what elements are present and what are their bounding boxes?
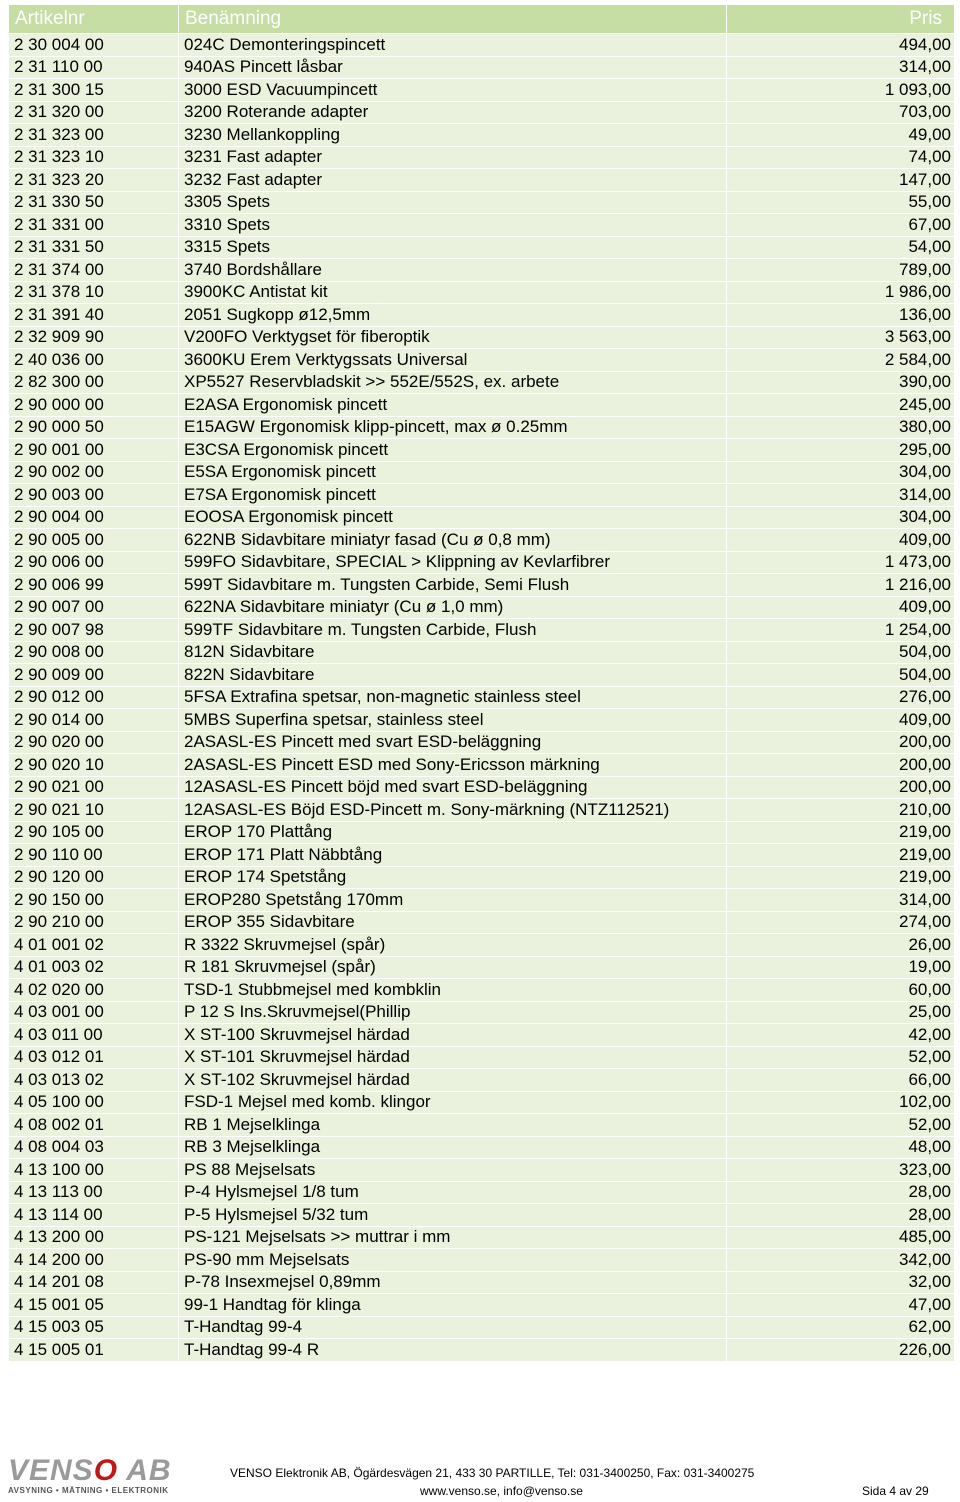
table-row: [9, 731, 955, 754]
column-header-pris: Pris: [727, 5, 955, 34]
cell-pris: 48,00: [727, 1136, 955, 1159]
table-row: [9, 1204, 955, 1227]
cell-artikelnr: 2 90 000 50: [9, 416, 179, 439]
cell-artikelnr: 2 90 007 00: [9, 596, 179, 619]
cell-pris: 1 986,00: [727, 281, 955, 304]
cell-pris: 54,00: [727, 236, 955, 259]
cell-pris: 219,00: [727, 821, 955, 844]
table-row: [9, 1339, 955, 1362]
cell-benamning: 822N Sidavbitare: [179, 664, 727, 687]
cell-pris: 274,00: [727, 911, 955, 934]
cell-artikelnr: 2 31 323 20: [9, 169, 179, 192]
cell-artikelnr: 4 14 200 00: [9, 1249, 179, 1272]
cell-pris: 314,00: [727, 484, 955, 507]
table-row: [9, 349, 955, 372]
cell-benamning: T-Handtag 99-4: [179, 1316, 727, 1339]
cell-pris: 219,00: [727, 844, 955, 867]
cell-artikelnr: 2 32 909 90: [9, 326, 179, 349]
cell-benamning: 3315 Spets: [179, 236, 727, 259]
cell-benamning: 3600KU Erem Verktygssats Universal: [179, 349, 727, 372]
table-row: [9, 641, 955, 664]
table-row: [9, 169, 955, 192]
cell-benamning: TSD-1 Stubbmejsel med kombklin: [179, 979, 727, 1002]
cell-pris: 55,00: [727, 191, 955, 214]
cell-artikelnr: 2 90 005 00: [9, 529, 179, 552]
cell-pris: 390,00: [727, 371, 955, 394]
cell-benamning: X ST-101 Skruvmejsel härdad: [179, 1046, 727, 1069]
cell-artikelnr: 2 90 000 00: [9, 394, 179, 417]
cell-artikelnr: 4 02 020 00: [9, 979, 179, 1002]
cell-pris: 342,00: [727, 1249, 955, 1272]
cell-artikelnr: 4 14 201 08: [9, 1271, 179, 1294]
cell-artikelnr: 2 90 006 00: [9, 551, 179, 574]
cell-benamning: EROP 170 Plattång: [179, 821, 727, 844]
cell-artikelnr: 2 31 378 10: [9, 281, 179, 304]
table-row: [9, 1069, 955, 1092]
cell-benamning: EOOSA Ergonomisk pincett: [179, 506, 727, 529]
cell-pris: 304,00: [727, 506, 955, 529]
cell-benamning: P-78 Insexmejsel 0,89mm: [179, 1271, 727, 1294]
cell-benamning: E3CSA Ergonomisk pincett: [179, 439, 727, 462]
table-row: [9, 1024, 955, 1047]
column-header-benamning: Benämning: [179, 5, 727, 34]
cell-artikelnr: 2 90 120 00: [9, 866, 179, 889]
table-row: [9, 551, 955, 574]
cell-benamning: P 12 S Ins.Skruvmejsel(Phillip: [179, 1001, 727, 1024]
table-row: [9, 79, 955, 102]
table-row: [9, 259, 955, 282]
cell-pris: 62,00: [727, 1316, 955, 1339]
cell-artikelnr: 2 31 323 10: [9, 146, 179, 169]
cell-artikelnr: 4 13 114 00: [9, 1204, 179, 1227]
table-row: [9, 596, 955, 619]
cell-pris: 25,00: [727, 1001, 955, 1024]
cell-artikelnr: 2 90 006 99: [9, 574, 179, 597]
cell-benamning: 622NA Sidavbitare miniatyr (Cu ø 1,0 mm): [179, 596, 727, 619]
cell-benamning: EROP280 Spetstång 170mm: [179, 889, 727, 912]
cell-benamning: 812N Sidavbitare: [179, 641, 727, 664]
cell-pris: 1 473,00: [727, 551, 955, 574]
table-row: [9, 574, 955, 597]
cell-artikelnr: 2 90 001 00: [9, 439, 179, 462]
table-row: [9, 214, 955, 237]
table-row: [9, 1046, 955, 1069]
table-row: [9, 844, 955, 867]
table-row: [9, 416, 955, 439]
cell-artikelnr: 4 15 001 05: [9, 1294, 179, 1317]
cell-artikelnr: 2 31 323 00: [9, 124, 179, 147]
table-row: [9, 889, 955, 912]
table-row: [9, 1159, 955, 1182]
cell-artikelnr: 2 90 110 00: [9, 844, 179, 867]
table-row: [9, 619, 955, 642]
cell-pris: 66,00: [727, 1069, 955, 1092]
cell-artikelnr: 4 08 004 03: [9, 1136, 179, 1159]
cell-artikelnr: 2 90 009 00: [9, 664, 179, 687]
cell-pris: 200,00: [727, 731, 955, 754]
cell-artikelnr: 2 90 021 00: [9, 776, 179, 799]
cell-benamning: 3305 Spets: [179, 191, 727, 214]
table-row: [9, 101, 955, 124]
table-header-row: [9, 5, 955, 34]
cell-pris: 789,00: [727, 259, 955, 282]
table-row: [9, 686, 955, 709]
cell-artikelnr: 2 31 330 50: [9, 191, 179, 214]
cell-artikelnr: 2 90 008 00: [9, 641, 179, 664]
cell-pris: 219,00: [727, 866, 955, 889]
cell-artikelnr: 4 03 011 00: [9, 1024, 179, 1047]
column-header-artikelnr: Artikelnr: [9, 5, 179, 34]
cell-artikelnr: 2 90 020 00: [9, 731, 179, 754]
cell-benamning: 940AS Pincett låsbar: [179, 56, 727, 79]
table-row: [9, 529, 955, 552]
cell-benamning: 2051 Sugkopp ø12,5mm: [179, 304, 727, 327]
cell-pris: 67,00: [727, 214, 955, 237]
cell-pris: 147,00: [727, 169, 955, 192]
cell-artikelnr: 2 31 391 40: [9, 304, 179, 327]
cell-benamning: 3232 Fast adapter: [179, 169, 727, 192]
cell-pris: 60,00: [727, 979, 955, 1002]
cell-pris: 304,00: [727, 461, 955, 484]
cell-pris: 210,00: [727, 799, 955, 822]
cell-artikelnr: 4 15 005 01: [9, 1339, 179, 1362]
cell-artikelnr: 2 90 003 00: [9, 484, 179, 507]
table-row: [9, 1136, 955, 1159]
cell-pris: 200,00: [727, 776, 955, 799]
cell-pris: 28,00: [727, 1181, 955, 1204]
cell-pris: 2 584,00: [727, 349, 955, 372]
table-row: [9, 394, 955, 417]
cell-pris: 47,00: [727, 1294, 955, 1317]
cell-benamning: 622NB Sidavbitare miniatyr fasad (Cu ø 0,8 mm): [179, 529, 727, 552]
cell-pris: 32,00: [727, 1271, 955, 1294]
cell-benamning: PS 88 Mejselsats: [179, 1159, 727, 1182]
page-footer: [0, 1450, 960, 1502]
cell-artikelnr: 2 90 014 00: [9, 709, 179, 732]
cell-artikelnr: 4 03 012 01: [9, 1046, 179, 1069]
cell-artikelnr: 4 01 003 02: [9, 956, 179, 979]
cell-artikelnr: 2 90 210 00: [9, 911, 179, 934]
table-row: [9, 124, 955, 147]
cell-benamning: PS-121 Mejselsats >> muttrar i mm: [179, 1226, 727, 1249]
table-row: [9, 506, 955, 529]
table-row: [9, 1226, 955, 1249]
table-row: [9, 236, 955, 259]
table-row: [9, 821, 955, 844]
cell-artikelnr: 2 31 320 00: [9, 101, 179, 124]
cell-benamning: 2ASASL-ES Pincett ESD med Sony-Ericsson märkning: [179, 754, 727, 777]
company-address: VENSO Elektronik AB, Ögärdesvägen 21, 433 30 PARTILLE, Tel: 031-3400250, Fax: 031-3400275: [230, 1466, 755, 1480]
cell-benamning: P-5 Hylsmejsel 5/32 tum: [179, 1204, 727, 1227]
table-row: [9, 484, 955, 507]
cell-pris: 19,00: [727, 956, 955, 979]
cell-artikelnr: 2 90 012 00: [9, 686, 179, 709]
cell-pris: 494,00: [727, 34, 955, 57]
cell-benamning: V200FO Verktygset för fiberoptik: [179, 326, 727, 349]
cell-benamning: 5FSA Extrafina spetsar, non-magnetic stainless steel: [179, 686, 727, 709]
cell-pris: 1 093,00: [727, 79, 955, 102]
cell-artikelnr: 2 90 150 00: [9, 889, 179, 912]
cell-pris: 74,00: [727, 146, 955, 169]
table-row: [9, 799, 955, 822]
table-row: [9, 1001, 955, 1024]
cell-benamning: 599TF Sidavbitare m. Tungsten Carbide, Flush: [179, 619, 727, 642]
cell-benamning: PS-90 mm Mejselsats: [179, 1249, 727, 1272]
table-row: [9, 754, 955, 777]
cell-pris: 28,00: [727, 1204, 955, 1227]
table-row: [9, 1294, 955, 1317]
cell-benamning: XP5527 Reservbladskit >> 552E/552S, ex. arbete: [179, 371, 727, 394]
cell-pris: 52,00: [727, 1114, 955, 1137]
table-row: [9, 34, 955, 57]
table-row: [9, 956, 955, 979]
cell-pris: 504,00: [727, 664, 955, 687]
table-row: [9, 1271, 955, 1294]
cell-benamning: X ST-100 Skruvmejsel härdad: [179, 1024, 727, 1047]
cell-benamning: E2ASA Ergonomisk pincett: [179, 394, 727, 417]
table-row: [9, 326, 955, 349]
cell-pris: 276,00: [727, 686, 955, 709]
table-row: [9, 934, 955, 957]
table-row: [9, 146, 955, 169]
cell-pris: 136,00: [727, 304, 955, 327]
cell-benamning: R 181 Skruvmejsel (spår): [179, 956, 727, 979]
table-row: [9, 664, 955, 687]
table-row: [9, 1249, 955, 1272]
table-row: [9, 1114, 955, 1137]
cell-pris: 504,00: [727, 641, 955, 664]
cell-artikelnr: 4 13 100 00: [9, 1159, 179, 1182]
table-row: [9, 461, 955, 484]
price-table: [8, 4, 955, 1362]
cell-artikelnr: 4 05 100 00: [9, 1091, 179, 1114]
cell-benamning: 12ASASL-ES Pincett böjd med svart ESD-beläggning: [179, 776, 727, 799]
cell-pris: 314,00: [727, 889, 955, 912]
cell-pris: 49,00: [727, 124, 955, 147]
cell-pris: 3 563,00: [727, 326, 955, 349]
cell-pris: 409,00: [727, 529, 955, 552]
cell-artikelnr: 2 82 300 00: [9, 371, 179, 394]
cell-pris: 703,00: [727, 101, 955, 124]
table-row: [9, 1181, 955, 1204]
cell-benamning: T-Handtag 99-4 R: [179, 1339, 727, 1362]
cell-pris: 380,00: [727, 416, 955, 439]
cell-pris: 26,00: [727, 934, 955, 957]
cell-benamning: 12ASASL-ES Böjd ESD-Pincett m. Sony-märkning (NTZ112521): [179, 799, 727, 822]
table-row: [9, 191, 955, 214]
table-row: [9, 1091, 955, 1114]
company-logo: VENSO AB AVSYNING • MÄTNING • ELEKTRONIK: [8, 1454, 172, 1495]
cell-pris: 52,00: [727, 1046, 955, 1069]
cell-benamning: E7SA Ergonomisk pincett: [179, 484, 727, 507]
cell-pris: 295,00: [727, 439, 955, 462]
table-row: [9, 304, 955, 327]
table-body: [9, 34, 955, 1362]
cell-benamning: 99-1 Handtag för klinga: [179, 1294, 727, 1317]
table-row: [9, 709, 955, 732]
cell-benamning: RB 3 Mejselklinga: [179, 1136, 727, 1159]
table-row: [9, 281, 955, 304]
cell-benamning: 3230 Mellankoppling: [179, 124, 727, 147]
table-row: [9, 371, 955, 394]
cell-benamning: 599T Sidavbitare m. Tungsten Carbide, Semi Flush: [179, 574, 727, 597]
cell-artikelnr: 2 90 004 00: [9, 506, 179, 529]
table-row: [9, 1316, 955, 1339]
cell-benamning: P-4 Hylsmejsel 1/8 tum: [179, 1181, 727, 1204]
cell-artikelnr: 2 90 007 98: [9, 619, 179, 642]
cell-pris: 200,00: [727, 754, 955, 777]
cell-pris: 102,00: [727, 1091, 955, 1114]
cell-artikelnr: 2 31 374 00: [9, 259, 179, 282]
cell-benamning: 2ASASL-ES Pincett med svart ESD-beläggning: [179, 731, 727, 754]
cell-benamning: RB 1 Mejselklinga: [179, 1114, 727, 1137]
table-row: [9, 439, 955, 462]
cell-artikelnr: 2 31 300 15: [9, 79, 179, 102]
cell-benamning: 3231 Fast adapter: [179, 146, 727, 169]
cell-pris: 409,00: [727, 709, 955, 732]
cell-artikelnr: 4 15 003 05: [9, 1316, 179, 1339]
cell-artikelnr: 4 01 001 02: [9, 934, 179, 957]
cell-pris: 245,00: [727, 394, 955, 417]
cell-pris: 314,00: [727, 56, 955, 79]
cell-artikelnr: 4 03 013 02: [9, 1069, 179, 1092]
cell-benamning: EROP 174 Spetstång: [179, 866, 727, 889]
cell-artikelnr: 2 30 004 00: [9, 34, 179, 57]
cell-artikelnr: 2 31 110 00: [9, 56, 179, 79]
cell-benamning: EROP 171 Platt Näbbtång: [179, 844, 727, 867]
table-row: [9, 866, 955, 889]
cell-pris: 409,00: [727, 596, 955, 619]
cell-benamning: FSD-1 Mejsel med komb. klingor: [179, 1091, 727, 1114]
table-row: [9, 776, 955, 799]
cell-benamning: 3310 Spets: [179, 214, 727, 237]
cell-pris: 323,00: [727, 1159, 955, 1182]
cell-pris: 1 216,00: [727, 574, 955, 597]
cell-artikelnr: 2 90 105 00: [9, 821, 179, 844]
cell-benamning: 5MBS Superfina spetsar, stainless steel: [179, 709, 727, 732]
cell-benamning: 3740 Bordshållare: [179, 259, 727, 282]
cell-benamning: R 3322 Skruvmejsel (spår): [179, 934, 727, 957]
page-number: Sida 4 av 29: [862, 1484, 929, 1498]
cell-pris: 42,00: [727, 1024, 955, 1047]
cell-artikelnr: 2 90 020 10: [9, 754, 179, 777]
table-row: [9, 979, 955, 1002]
cell-benamning: E5SA Ergonomisk pincett: [179, 461, 727, 484]
cell-artikelnr: 2 90 002 00: [9, 461, 179, 484]
cell-artikelnr: 2 31 331 50: [9, 236, 179, 259]
cell-benamning: 599FO Sidavbitare, SPECIAL > Klippning av Kevlarfibrer: [179, 551, 727, 574]
cell-pris: 1 254,00: [727, 619, 955, 642]
cell-benamning: X ST-102 Skruvmejsel härdad: [179, 1069, 727, 1092]
cell-artikelnr: 2 40 036 00: [9, 349, 179, 372]
cell-artikelnr: 4 13 200 00: [9, 1226, 179, 1249]
cell-benamning: 3000 ESD Vacuumpincett: [179, 79, 727, 102]
cell-artikelnr: 4 03 001 00: [9, 1001, 179, 1024]
cell-artikelnr: 4 13 113 00: [9, 1181, 179, 1204]
cell-artikelnr: 4 08 002 01: [9, 1114, 179, 1137]
cell-benamning: 3900KC Antistat kit: [179, 281, 727, 304]
cell-pris: 485,00: [727, 1226, 955, 1249]
table-row: [9, 56, 955, 79]
cell-benamning: 3200 Roterande adapter: [179, 101, 727, 124]
company-web-email: www.venso.se, info@venso.se: [420, 1484, 583, 1498]
cell-pris: 226,00: [727, 1339, 955, 1362]
cell-benamning: E15AGW Ergonomisk klipp-pincett, max ø 0.25mm: [179, 416, 727, 439]
table-row: [9, 911, 955, 934]
cell-artikelnr: 2 90 021 10: [9, 799, 179, 822]
cell-benamning: 024C Demonteringspincett: [179, 34, 727, 57]
cell-artikelnr: 2 31 331 00: [9, 214, 179, 237]
cell-benamning: EROP 355 Sidavbitare: [179, 911, 727, 934]
